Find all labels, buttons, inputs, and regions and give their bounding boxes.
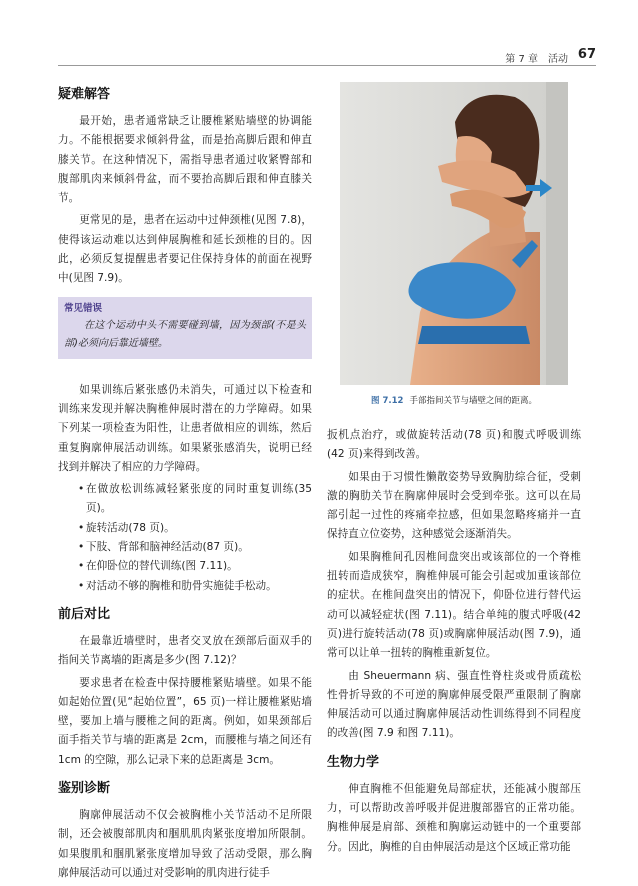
callout-title: 常见错误	[64, 302, 103, 314]
paragraph: 伸直胸椎不但能避免局部症状，还能减小腹部压力，可以帮助改善呼吸并促进腹部器官的正常功能。胸椎伸展是肩部、颈椎和胸廓运动链中的一个重要部分。因此，胸椎的自由伸展活动是这个区域正常功能	[327, 782, 581, 853]
section-title-before-after: 前后对比	[58, 606, 111, 622]
list-item: • 在仰卧位的替代训练(图 7.11)。	[58, 557, 312, 576]
paragraph: 要求患者在检查中保持腰椎紧贴墙壁。如果不能如起始位置(见“起始位置”，65 页)一样让腰椎紧贴墙壁，要加上墙与腰椎之间的距离。例如，如果颈部后面手指关节与墙的距离是 2cm，而腰椎与墙之间还有 1cm 的空隙，那么记录下来的总距离是 3cm。	[58, 676, 312, 766]
header-rule	[58, 65, 596, 66]
figure-caption-text: 手部指间关节与墙壁之间的距离。	[409, 396, 537, 406]
woman-at-wall-illustration	[340, 82, 568, 385]
section-title-differential-diagnosis: 鉴别诊断	[58, 781, 111, 797]
paragraph: 由 Sheuermann 病、强直性脊柱炎或骨质疏松性骨折导致的不可逆的胸廓伸展受限严重限制了胸廓伸展活动可以通过胸廓伸展活动性训练得到不同程度的改善(图 7.9 和图 7.11)。	[327, 669, 581, 740]
list-item: • 旋转活动(78 页)。	[58, 519, 312, 538]
section-title-troubleshooting: 疑难解答	[58, 87, 111, 102]
paragraph: 如果训练后紧张感仍未消失，可通过以下检查和训练来发现并解决胸椎伸展时潜在的力学障碍。如果下列某一项检查为阳性，让患者做相应的训练，然后重复胸廓伸展活动训练。如果紧张感消失，说明已经找到并解决了相应的力学障碍。	[58, 383, 312, 473]
figure-label: 图 7.12	[371, 396, 404, 406]
exercise-photo	[340, 82, 568, 385]
paragraph: 如果胸椎间孔因椎间盘突出或该部位的一个脊椎扭转而造成狭窄，胸椎伸展可能会引起或加重该部位的症状。在椎间盘突出的情况下，仰卧位进行替代运动可以减轻症状(图 7.11)。结合单纯的腹式呼吸(42 页)进行旋转活动(78 页)或胸廓伸展活动(图 7.9)，通常可以让单一扭转的胸椎重新复位。	[327, 550, 581, 660]
chapter-title: 第 7 章 活动	[505, 54, 568, 65]
callout-text: 在这个运动中头不需要碰到墙，因为颈部(不是头部)必须向后靠近墙壁。	[64, 319, 306, 349]
list-item: • 在做放松训练减轻紧张度的同时重复训练(35 页)。	[58, 480, 312, 519]
paragraph: 在最靠近墙壁时，患者交叉放在颈部后面双手的指间关节离墙的距离是多少(图 7.12)？	[58, 634, 312, 667]
paragraph: 胸廓伸展活动不仅会被胸椎小关节活动不足所限制，还会被腹部肌肉和腘肌肌肉紧张度增加所限制。如果腹肌和腘肌紧张度增加导致了活动受限，那么胸廓伸展活动可以通过对受影响的肌肉进行徒手	[58, 809, 312, 879]
figure-caption	[327, 395, 581, 407]
right-column	[327, 426, 581, 860]
list-item: • 对活动不够的胸椎和肋骨实施徒手松动。	[58, 577, 312, 596]
paragraph: 如果由于习惯性懒散姿势导致胸肋综合征，受刺激的胸肋关节在胸廓伸展时会受到牵张。这可以在局部引起一过性的疼痛牵拉感，但如果忽略疼痛并一直保持直立位姿势，这种感觉会逐渐消失。	[327, 470, 581, 541]
paragraph: 更常见的是，患者在运动中过伸颈椎(见图 7.8)，使得该运动难以达到伸展胸椎和延长颈椎的目的。因此，必须反复提醒患者要记住保持身体的前面在视野中(见图 7.9)。	[58, 214, 312, 285]
paragraph: 扳机点治疗，或做旋转活动(78 页)和腹式呼吸训练(42 页)来得到改善。	[327, 429, 581, 461]
check-list	[58, 480, 312, 596]
page-number: 67	[577, 47, 596, 62]
running-header	[0, 48, 638, 68]
left-column	[58, 84, 312, 886]
list-item: • 下肢、背部和脑神经活动(87 页)。	[58, 538, 312, 557]
section-title-biomechanics: 生物力学	[327, 754, 380, 770]
paragraph: 最开始，患者通常缺乏让腰椎紧贴墙壁的协调能力。不能根据要求倾斜骨盆，而是抬高脚后跟和伸直膝关节。在这种情况下，需指导患者通过收紧臀部和腹部肌肉来倾斜骨盆，而不要抬高脚后跟和伸直膝关节。	[58, 115, 312, 205]
common-error-callout	[58, 297, 312, 359]
